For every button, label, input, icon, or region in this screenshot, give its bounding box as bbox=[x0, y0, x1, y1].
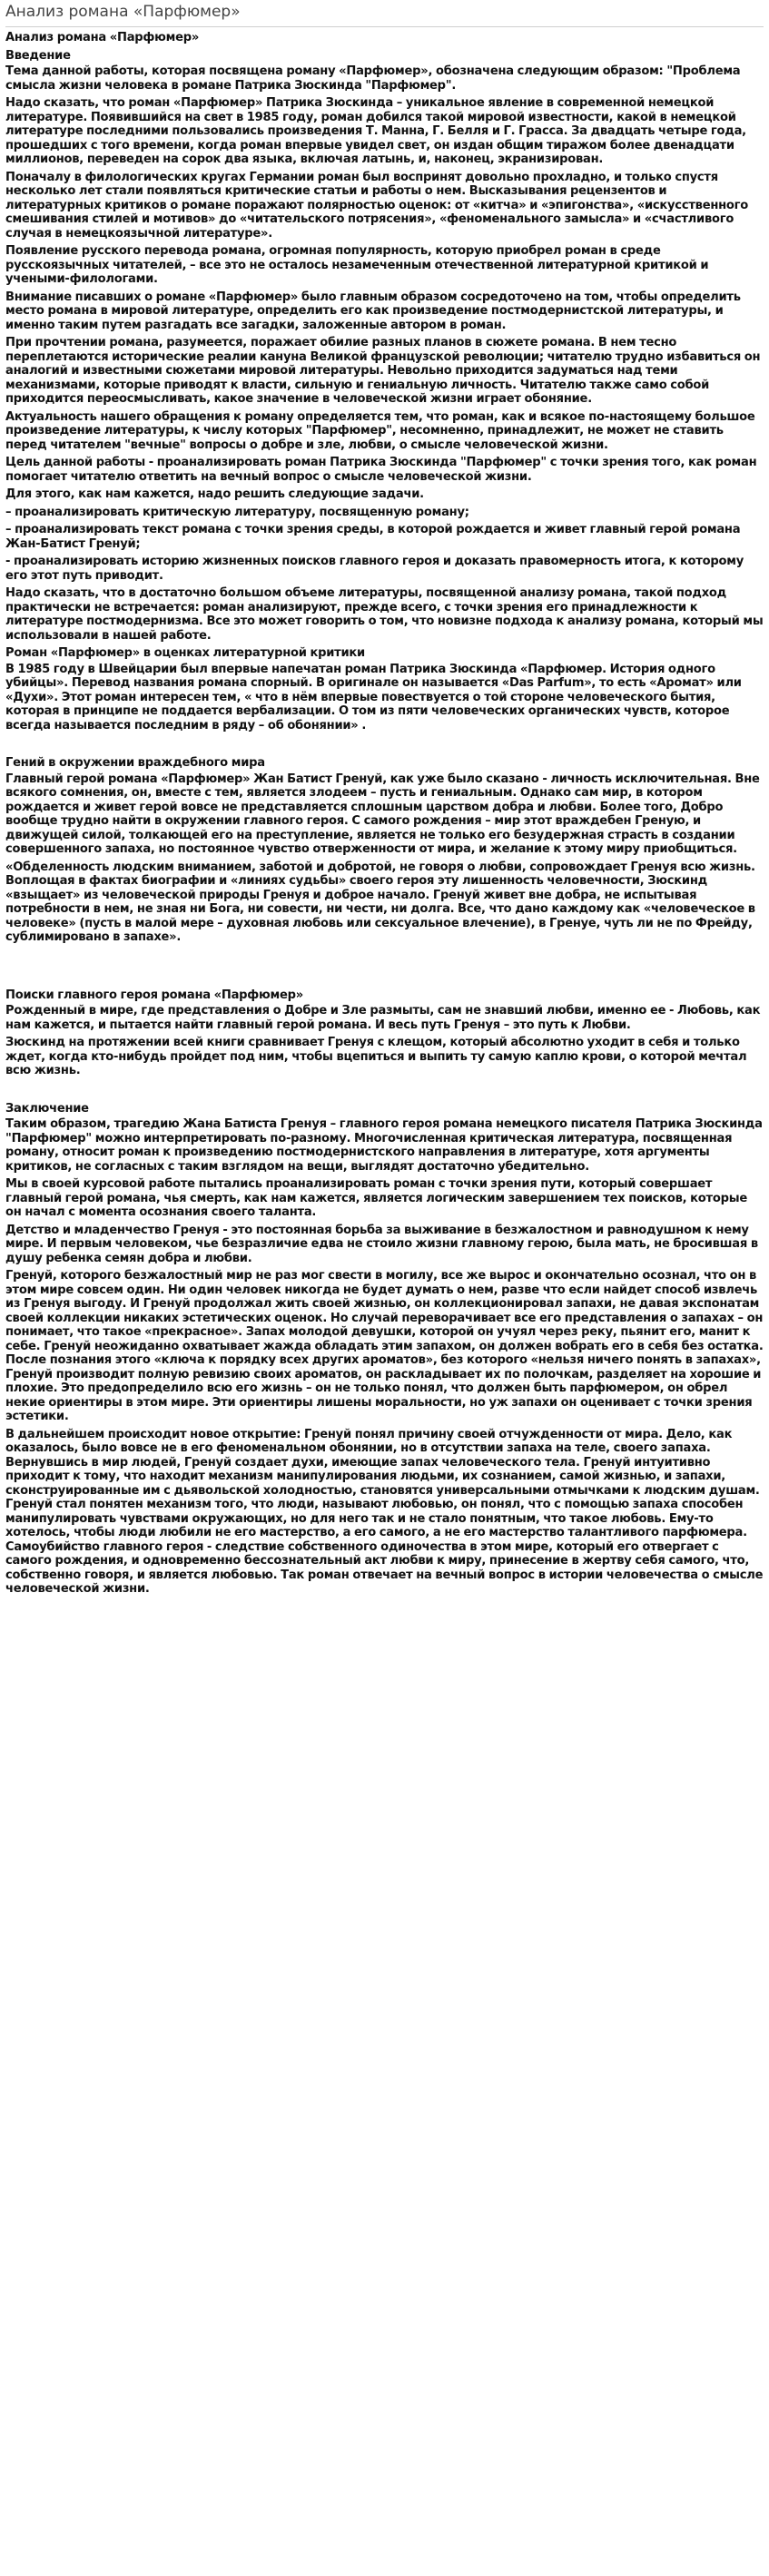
paragraph: Появление русского перевода романа, огромная популярность, которую приобрел роман в среде русскоязычных читателей, – все это не осталось незамеченным отечественной литературной критикой и учеными-филологами. bbox=[5, 244, 709, 286]
page-title: Анализ романа «Парфюмер» bbox=[5, 3, 764, 27]
paragraph: В дальнейшем происходит новое открытие: Гренуй понял причину своей отчужденности от мира. Дело, как оказалось, было вовсе не в его феноменальном обонянии, но в отсутствии запаха на теле, своего запаха. Вернувшись в мир людей, Гренуй создает духи, имеющие запах человеческого тела. Гренуй интуитивно приходит к тому, что находит механизм манипулирования людьми, их сознанием, самой жизнью, и запахи, сконструированные им с дьявольской холодностью, становятся универсальными отмычками к людским душам. Гренуй стал понятен механизм того, что люди, называют любовью, он понял, что с помощью запаха способен манипулировать чувствами окружающих, но для него так и не стало понятным, что такое любовь. Ему-то хотелось, чтобы люди любили не его мастерство, а его самого, а не его мастерство талантливого парфюмера. Самоубийство главного героя - следствие собственного одиночества в этом мире, который его отвергает с самого рождения, и одновременно бессознательный акт любви к миру, принесение в жертву себя самого, что, собственно говоря, и является любовью. Так роман отвечает на вечный вопрос в истории человечества о смысле человеческой жизни. bbox=[5, 1427, 764, 1596]
section-gap bbox=[5, 949, 764, 985]
section-heading-search: Поиски главного героя романа «Парфюмер» bbox=[5, 988, 303, 1002]
paragraph: Внимание писавших о романе «Парфюмер» было главным образом сосредоточено на том, чтобы определить место романа в мировой литературе, определить его как произведение постмодернистской литературы, и именно таким путем разгадать все загадки, заложенные автором в роман. bbox=[5, 290, 741, 332]
paragraph: Надо сказать, что роман «Парфюмер» Патрика Зюскинда – уникальное явление в современной немецкой литературе. Появившийся на свет в 1985 году, роман добился такой мировой известности, какой в немецкой литературе последними пользовались произведения Т. Манна, Г. Белля и Г. Грасса. За двадцать четыре года, прошедших с того времени, когда роман впервые увидел свет, он издан общим тиражом более двенадцати миллионов, переведен на сорок два языка, включая латынь, и, наконец, экранизирован. bbox=[5, 96, 746, 166]
paragraph: Цель данной работы - проанализировать роман Патрика Зюскинда "Парфюмер" с точки зрения того, как роман помогает читателю ответить на вечный вопрос о смысле человеческой жизни. bbox=[5, 456, 757, 484]
document-body bbox=[5, 31, 764, 1597]
section-gap bbox=[5, 736, 764, 752]
paragraph: Для этого, как нам кажется, надо решить следующие задачи. bbox=[5, 487, 424, 501]
paragraph: Рожденный в мире, где представления о Добре и Зле размыты, сам не знавший любви, именно ее - Любовь, как нам кажется, и пытается найти главный герой романа. И весь путь Гренуя – это путь к Любви. bbox=[5, 1004, 761, 1032]
section-heading-criticism: Роман «Парфюмер» в оценках литературной критики bbox=[5, 646, 365, 660]
paragraph: Главный герой романа «Парфюмер» Жан Батист Гренуй, как уже было сказано - личность исключительная. Вне всякого сомнения, он, вместе с тем, является злодеем – пусть и гениальным. Однако сам мир, в котором рождается и живет герой вовсе не представляется сплошным царством добра и любви. Более того, Добро вообще трудно найти в окружении главного героя. С самого рождения – мир этот враждебен Греную, и движущей силой, толкающей его на преступление, является не только его безудержная страсть в создании совершенного запаха, но постоянное чувство отверженности от мира, и желание к этому миру приобщиться. bbox=[5, 772, 760, 856]
document-title: Анализ романа «Парфюмер» bbox=[5, 31, 200, 44]
paragraph: Тема данной работы, которая посвящена роману «Парфюмер», обозначена следующим образом: "Проблема смысла жизни человека в романе Патрика Зюскинда "Парфюмер". bbox=[5, 64, 741, 93]
section-gap bbox=[5, 1082, 764, 1098]
task-item: – проанализировать критическую литературу, посвященную роману; bbox=[5, 505, 469, 519]
document-page bbox=[0, 3, 769, 1597]
section-heading-genius: Гений в окружении враждебного мира bbox=[5, 756, 265, 770]
paragraph: В 1985 году в Швейцарии был впервые напечатан роман Патрика Зюскинда «Парфюмер. История одного убийцы». Перевод названия романа спорный. В оригинале он называется «Das Parfum», то есть «Аромат» или «Духи». Этот роман интересен тем, « что в нём впервые повествуется о той стороне человеческого бытия, которая в принципе не поддается вербализации. О том из пяти человеческих органических чувств, которое всегда называется последним в ряду – об обонянии» . bbox=[5, 662, 742, 732]
paragraph: «Обделенность людским вниманием, заботой и добротой, не говоря о любви, сопровождает Гренуя всю жизнь. Воплощая в фактах биографии и «линиях судьбы» своего героя эту лишенность человечности, Зюскинд «взыщает» из человеческой природы Гренуя и доброе начало. Гренуй живет вне добра, не испытывая потребности в нем, не зная ни Бога, ни совести, ни чести, ни долга. Все, что дано каждому как «человеческое в человеке» (пусть в малой мере – духовная любовь или сексуальное влечение), в Гренуе, чуть ли не по Фрейду, сублимировано в запахе». bbox=[5, 860, 755, 944]
paragraph: Мы в своей курсовой работе пытались проанализировать роман с точки зрения пути, который совершает главный герой романа, чья смерть, как нам кажется, является логическим завершением тех поисков, которые он начал с момента осознания своего таланта. bbox=[5, 1177, 747, 1219]
paragraph: Надо сказать, что в достаточно большом объеме литературы, посвященной анализу романа, такой подход практически не встречается: роман анализируют, прежде всего, с точки зрения его принадлежности к литературе постмодернизма. Все это может говорить о том, что новизне подхода к анализу романа, который мы использовали в нашей работе. bbox=[5, 586, 764, 643]
paragraph: При прочтении романа, разумеется, поражает обилие разных планов в сюжете романа. В нем тесно переплетаются исторические реалии кануна Великой французской революции; читателю трудно избавиться он аналогий и известными сюжетами мировой литературы. Невольно приходится задуматься над теми механизмами, которые приводят к власти, сильную и гениальную личность. Читателю также само собой приходится переосмысливать, какое значение в человеческой жизни играет обоняние. bbox=[5, 336, 761, 406]
paragraph: Детство и младенчество Гренуя - это постоянная борьба за выживание в безжалостном и равнодушном к нему мире. И первым человеком, чье безразличие едва не стоило жизни главному герою, была мать, не бросившая в душу ребенка семян добра и любви. bbox=[5, 1223, 758, 1265]
paragraph: Поначалу в филологических кругах Германии роман был воспринят довольно прохладно, и только спустя несколько лет стали появляться критические статьи и работы о нем. Высказывания рецензентов и литературных критиков о романе поражают полярностью оценок: от «китча» и «эпигонства», «искусственного смешивания стилей и мотивов» до «читательского потрясения», «феноменального замысла» и «счастливого случая в немецкоязычной литературе». bbox=[5, 170, 749, 241]
section-heading-intro: Введение bbox=[5, 48, 71, 63]
task-item: – проанализировать текст романа с точки зрения среды, в которой рождается и живет главный герой романа Жан-Батист Гренуй; bbox=[5, 523, 741, 551]
section-heading-conclusion: Заключение bbox=[5, 1101, 89, 1116]
paragraph: Зюскинд на протяжении всей книги сравнивает Гренуя с клещом, который абсолютно уходит в себя и только ждет, когда кто-нибудь пройдет под ним, чтобы вцепиться и выпить ту самую каплю крови, о которой мечтал всю жизнь. bbox=[5, 1036, 747, 1077]
task-item: - проанализировать историю жизненных поисков главного героя и доказать правомерность итога, к которому его этот путь приводит. bbox=[5, 555, 744, 583]
paragraph: Таким образом, трагедию Жана Батиста Гренуя – главного героя романа немецкого писателя Патрика Зюскинда "Парфюмер" можно интерпретировать по-разному. Многочисленная критическая литература, посвященная роману, относит роман к произведению постмодернистского направления в литературе, хотя аргументы критиков, не согласных с таким взглядом на вещи, выглядят достаточно убедительно. bbox=[5, 1117, 763, 1174]
paragraph: Гренуй, которого безжалостный мир не раз мог свести в могилу, все же вырос и окончательно осознал, что он в этом мире совсем один. Ни один человек никогда не будет думать о нем, разве что если найдет способ извлечь из Гренуя выгоду. И Гренуй продолжал жить своей жизнью, он коллекционировал запахи, не давая экспонатам своей коллекции никаких эстетических оценок. Но случай переворачивает все его представления о запахах – он понимает, что такое «прекрасное». Запах молодой девушки, которой он учуял через реку, пьянит его, манит к себе. Гренуй неожиданно охватывает жажда обладать этим запахом, он должен вобрать его в себя без остатка. После познания этого «ключа к порядку всех других ароматов», без которого «нельзя ничего понять в запахах», Гренуй производит полную ревизию своих ароматов, он раскладывает их по полочкам, разделяет на хорошие и плохие. Это предопределило всю его жизнь – он не только понял, что должен быть парфюмером, он обрел некие ориентиры в этом мире. Эти ориентиры лишены моральности, но уж запахи он оценивает с точки зрения эстетики. bbox=[5, 1269, 764, 1423]
paragraph: Актуальность нашего обращения к роману определяется тем, что роман, как и всякое по-настоящему большое произведение литературы, к числу которых "Парфюмер", несомненно, принадлежит, не может не ставить перед читателем "вечные" вопросы о добре и зле, любви, о смысле человеческой жизни. bbox=[5, 409, 755, 452]
